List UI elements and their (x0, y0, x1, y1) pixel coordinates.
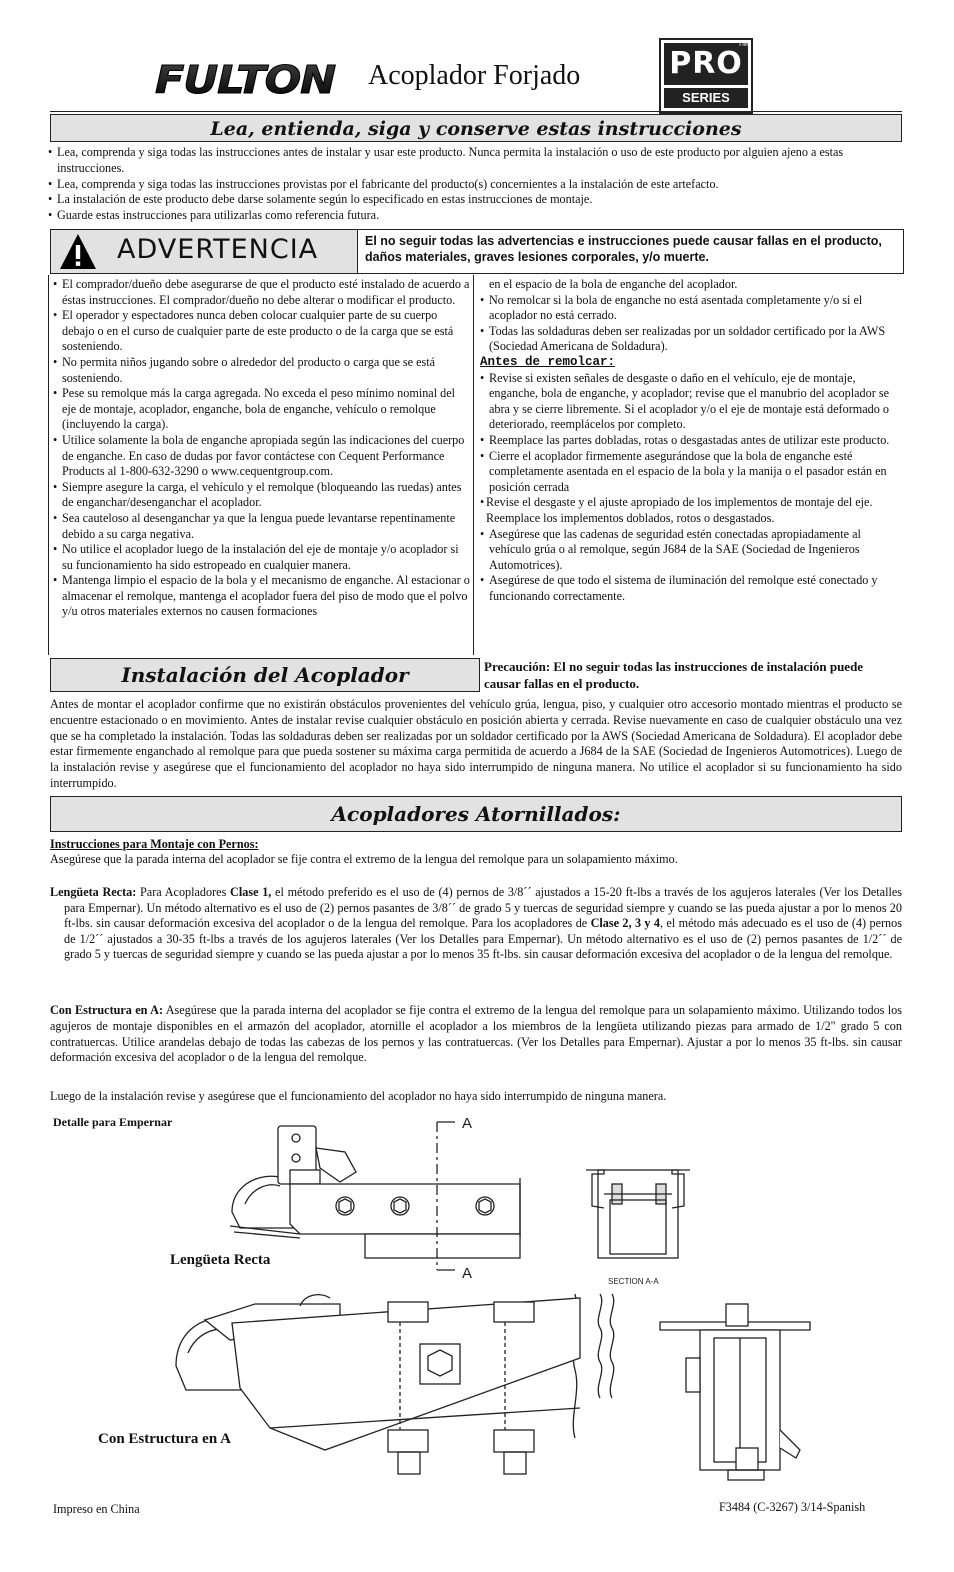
intro-bullet: • Lea, comprenda y siga todas las instrucciones provistas por el fabricante del producto(s) concernientes a la instalación de este artefacto. (48, 177, 904, 193)
warning-left-column (48, 275, 474, 655)
a-frame-caption: Con Estructura en A (98, 1431, 231, 1447)
a-frame-text: Asegúrese que la parada interna del acoplador se fije contra el extremo de la lengua del remolque para un solapamiento máximo. Utilizando todos los agujeros de montaje disponibles en el armazón del acoplador, atornille el acoplador a los miembros de la lengüeta utilizando piezas para armado de 1/2" grado 5 con contratuercas. Utilice arandelas debajo de todas las cabezas de los pernos y las contratuercas. (Ver los Detalles para Empernar). Ajustar a por lo menos 35 ft-lbs. sin causar deformación excesiva del acoplador o de la lengua del remolque. (50, 1003, 902, 1065)
left-bullet: • Utilice solamente la bola de enganche apropiada según las indicaciones del cuerpo de enganche. En caso de dudas por favor contáctese con Cequent Performance Products al 1-800-632-3290 o www.cequentgroup.com. (53, 433, 471, 480)
header-rule (50, 111, 902, 112)
section-mark-top: A (462, 1115, 473, 1132)
left-bullet: • No permita niños jugando sobre o alrededor del producto o carga que se está sosteniendo. (53, 355, 471, 386)
left-bullets (53, 277, 471, 620)
straight-tongue-label: Lengüeta Recta: (50, 885, 137, 899)
section-mark-bottom: A (462, 1265, 473, 1282)
a-frame-paragraph (50, 1003, 902, 1066)
a-frame-drawing (176, 1295, 580, 1474)
straight-text-1: Para Acopladores (136, 885, 231, 899)
banner-read-instructions: Lea, entienda, siga y conserve estas instrucciones (50, 114, 902, 142)
bolting-detail-drawing (0, 1108, 954, 1508)
bolted-couplers-banner: Acopladores Atornillados: (50, 796, 902, 832)
right-bullets-bottom (480, 371, 900, 605)
right-bullet: • Asegúrese que las cadenas de seguridad estén conectadas apropiadamente al vehículo grúa o al remolque, según J684 de la SAE (Sociedad de Ingenieros Automotrices). (480, 527, 900, 574)
intro-bullet: • La instalación de este producto debe darse solamente según lo especificado en estas instrucciones de montaje. (48, 192, 904, 208)
straight-text-3: , el método más adecuado es el uso de (4) pernos de 1/2´´ ajustados a 30-35 ft-lbs a través de los agujeros laterales (Ver los Detalles para Empernar). Un método alternativo es el uso de (2) pernos pasantes de 1/2´´ de grado 5 y tuercas de seguridad siempre y cuando se las pueda ajustar a por lo menos 35 ft-lbs. sin causar deformación excesiva del acoplador o de la lengua del remolque. (64, 916, 902, 962)
footer-part-number: F3484 (C-3267) 3/14-Spanish (719, 1500, 866, 1514)
fulton-logo (150, 57, 340, 99)
a-frame-label: Con Estructura en A: (50, 1003, 164, 1017)
straight-tongue-caption: Lengüeta Recta (170, 1252, 271, 1268)
after-install-text: Luego de la instalación revise y asegúrese que el funcionamiento del acoplador no haya sido interrumpido de ninguna manera. (50, 1089, 667, 1103)
left-bullet: • El operador y espectadores nunca deben colocar cualquier parte de su cuerpo debajo o en el curso de cualquier parte de este producto o de la carga que se está sosteniendo. (53, 308, 471, 355)
straight-text-2: el método preferido es el uso de (4) pernos de 3/8´´ ajustados a 15-20 ft-lbs a través de los agujeros laterales (Ver los Detalles para Empernar). Un método alternativo es el uso de (2) pernos pasantes de 3/8´´ de grado 5 y tuercas de seguridad siempre y cuando se las pueda ajustar a por lo menos 20 ft-lbs. sin causar deformación excesiva del acoplador o de la lengua del remolque. Para los acopladores de (64, 885, 903, 931)
right-bullet: • Asegúrese de que todo el sistema de iluminación del remolque esté conectado y funcionando correctamente. (480, 573, 900, 604)
left-bullet: • El comprador/dueño debe asegurarse de que el producto esté instalado de acuerdo a éstas instrucciones. El comprador/dueño no debe alterar o modificar el producto. (53, 277, 471, 308)
warning-triangle-icon (59, 232, 97, 270)
pro-series-badge (659, 38, 753, 114)
footer-printed-in: Impreso en China (53, 1502, 140, 1516)
right-bullets-top (480, 293, 900, 355)
straight-tongue-paragraph (50, 885, 902, 963)
right-bullet: • Revise si existen señales de desgaste o daño en el vehículo, eje de montaje, enganche, bola de enganche, y acoplador; revise que el manubrio del acoplador se abra y se cierre libremente. Si el acoplador y/o el eje de montaje está deformado o deteriorado, reemplácelos por completo. (480, 371, 900, 433)
before-towing-heading: Antes de remolcar: (480, 354, 616, 369)
right-bullet: • No remolcar si la bola de enganche no está asentada completamente y/o si el acoplador no está cerrado. (480, 293, 900, 324)
left-bullet: • Mantenga limpio el espacio de la bola y el mecanismo de enganche. Al estacionar o almacenar el remolque, mantenga el acoplador fuera del piso de modo que el polvo y/u otros materiales externos no causen formaciones (53, 573, 471, 620)
section-a-a-label: SECTION A-A (608, 1277, 659, 1286)
a-frame-section-drawing (660, 1304, 810, 1480)
straight-class1: Clase 1, (230, 885, 272, 899)
left-bullet: • Pese su remolque más la carga agregada. No exceda el peso mínimo nominal del eje de montaje, acoplador, enganche, bola de enganche, vehículo o remolque (incluyendo la carga). (53, 386, 471, 433)
intro-bullet: • Lea, comprenda y siga todas las instrucciones antes de instalar y usar este producto. Nunca permita la instalación o uso de este producto por alguien ajeno a estas instrucciones. (48, 145, 904, 177)
straight-class234: Clase 2, 3 y 4 (590, 916, 660, 931)
bolting-instructions-text: Asegúrese que la parada interna del acoplador se fije contra el extremo de la lengua del remolque para un solapamiento máximo. (50, 852, 678, 866)
warning-message: El no seguir todas las advertencias e instrucciones puede causar fallas en el producto, daños materiales, graves lesiones corporales, y/o muerte. (365, 234, 882, 264)
installation-paragraph: Antes de montar el acoplador confirme que no existirán obstáculos provenientes del vehículo grúa, lengua, piso, y cualquier otro accesorio montado mientras el producto se encuentre estacionado o en movimiento. Antes de instalar revise cualquier obstáculo en posición abierta y cerrada. Revise nuevamente en caso de cualquier obstáculo una vez que se ha completado la instalación. Todas las soldaduras deben ser realizadas por un soldador certificado por la AWS (Sociedad Americana de Soldadura). El acoplador debe estar firmemente enganchado al remolque para que pueda sostener su máxima carga permitida de acuerdo a J684 de la SAE (Sociedad de Ingenieros Automotrices). Luego de la instalación revise y asegúrese que el funcionamiento del acoplador no haya sido interrumpido de ninguna manera. No utilice el acoplador si su funcionamiento ha sido interrumpido. (50, 697, 902, 790)
installation-caution: Precaución: El no seguir todas las instrucciones de instalación puede causar fallas en el producto. (484, 659, 864, 691)
fulton-logo-text: FULTON (155, 58, 336, 99)
intro-bullets (48, 145, 904, 224)
warning-title: ADVERTENCIA (117, 234, 319, 265)
right-continuation: en el espacio de la bola de enganche del acoplador. (489, 277, 738, 291)
left-bullet: • Sea cauteloso al desenganchar ya que la lengua puede levantarse repentinamente debido a su carga negativa. (53, 511, 471, 542)
warning-right-column (480, 277, 900, 604)
section-a-a-drawing (586, 1170, 690, 1258)
left-bullet: • Siempre asegure la carga, el vehículo y el remolque (bloqueando las ruedas) antes de enganchar/desenganchar el acoplador. (53, 480, 471, 511)
bolting-detail-label: Detalle para Empernar (53, 1115, 173, 1129)
right-bullet: • Revise el desgaste y el ajuste apropiado de los implementos de montaje del eje. Reemplace los implementos doblados, rotos o desgastados. (480, 495, 900, 526)
installation-banner: Instalación del Acoplador (50, 658, 480, 692)
right-bullet: • Reemplace las partes dobladas, rotas o desgastadas antes de utilizar este producto. (480, 433, 900, 449)
straight-tongue-drawing (230, 1122, 520, 1270)
intro-bullet: • Guarde estas instrucciones para utilizarlas como referencia futura. (48, 208, 904, 224)
page-title: Acoplador Forjado (368, 60, 581, 91)
bolting-instructions-heading: Instrucciones para Montaje con Pernos: (50, 837, 259, 851)
left-bullet: • No utilice el acoplador luego de la instalación del eje de montaje y/o acoplador si su funcionamiento ha sido estropeado en cualquier manera. (53, 542, 471, 573)
warning-title-cell (51, 230, 358, 273)
warning-box (50, 229, 904, 274)
pro-badge-tm: TM (737, 41, 748, 48)
right-bullet: • Cierre el acoplador firmemente asegurándose que la bola de enganche esté completamente asentada en el espacio de la bola y la manija o el pasador están en posición cerrada (480, 449, 900, 496)
pro-badge-bottom: SERIES (664, 88, 748, 108)
right-bullet: • Todas las soldaduras deben ser realizadas por un soldador certificado por la AWS (Sociedad Americana de Soldadura). (480, 324, 900, 355)
pro-badge-top: PRO (664, 43, 748, 85)
